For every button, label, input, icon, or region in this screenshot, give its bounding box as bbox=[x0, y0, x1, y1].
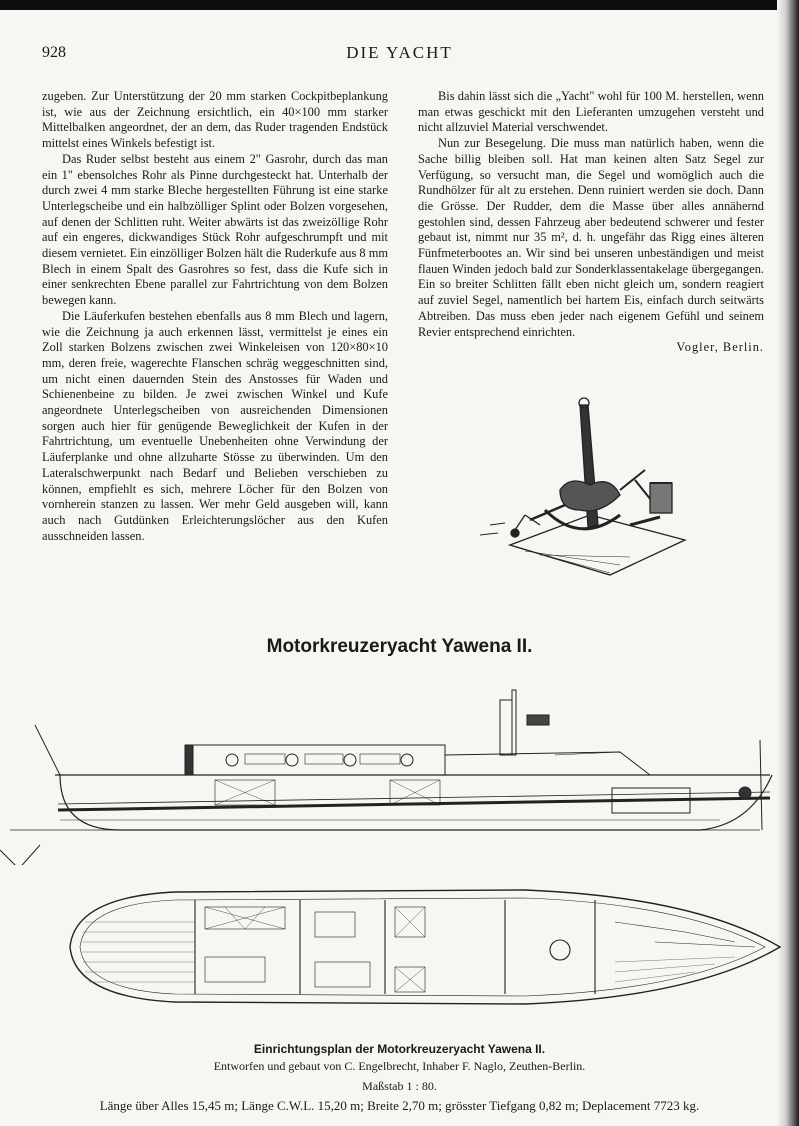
figure-caption-designer: Entworfen und gebaut von C. Engelbrecht, Inhaber F. Naglo, Zeuthen-Berlin. bbox=[213, 1059, 586, 1073]
author-signature bbox=[418, 340, 764, 356]
paragraph: zugeben. Zur Unterstützung der 20 mm starken Cockpitbeplankung ist, wie aus der Zeichnung ersichtlich, ein 40×100 mm starker Mittelbalken angeordnet, der an dem, das Ruder tragenden Endstück mittelst eines Winkels befestigt ist. bbox=[42, 89, 388, 151]
scan-top-border bbox=[0, 0, 799, 10]
anchor-illustration bbox=[470, 395, 700, 580]
page-number: 928 bbox=[42, 44, 66, 61]
paragraph: Das Ruder selbst besteht aus einem 2" Gasrohr, durch das man ein 1" ebensolches Rohr als Pinne durchgesteckt hat. Unterhalb der durch zwei 4 mm starke Bleche hergestellten Führung ist eine starke Unterlegscheibe und ein halbzölliger Splint oder Bolzen vorgesehen, auf denen der Schlitten ruht. Weiter abwärts ist das zweizöllige Rohr auf ein engeres, dickwandiges Stück Rohr aufgeschrumpft und mit diesem vernietet. Ein einzölliger Bolzen hält die Ruderkufe aus 8 mm Blech in einem Spalt des Gasrohres so fest, dass die Kufe sich in einer senkrechten Ebene parallel zur Fahrtrichtung von dem Bolzen bewegen kann. bbox=[42, 151, 388, 308]
running-head: DIE YACHT bbox=[346, 43, 453, 62]
paragraph: Bis dahin lässt sich die „Yacht" wohl für 100 M. herstellen, wenn man etwas geschickt mit den Lieferanten umzugehen versteht und nicht allzuviel Material verschwendet. bbox=[418, 89, 764, 135]
figure-caption-scale: Maßstab 1 : 80. bbox=[362, 1079, 437, 1093]
left-text-column bbox=[42, 89, 388, 544]
yacht-plan-drawing bbox=[55, 882, 790, 1012]
right-text-column bbox=[418, 89, 764, 356]
author-name: Vogler, Berlin. bbox=[676, 340, 764, 355]
yacht-profile-drawing bbox=[0, 680, 790, 865]
paragraph: Nun zur Besegelung. Die muss man natürlich haben, wenn die Sache billig bleiben soll. Hat man keinen alten Satz Segel zur Verfügung, so versucht man, die Segel und womöglich auch die Rundhölzer für alt zu erstehen. Denn ruiniert werden sie doch. Dann die Grösse. Der Rudder, dem die Masse über alles annähernd gestohlen sind, dessen Fahrzeug aber bedeutend schwerer und fester gebaut ist, nimmt nur 35 m², d. h. ungefähr das Rigg eines älteren Fünfmeterbootes an. Wir sind bei unseren unbeständigen und meist flauen Winden jedoch bald zur Sonderklassentakelage übergegangen. Ein so breiter Schlitten fällt eben nicht gleich um, sondern reagiert auf zuviel Segel, namentlich bei hartem Eis, einfach durch seitwärts Abtreiben. Das muss eben jeder nach eigenem Gefühl und seinem Revier entsprechend einrichten. bbox=[418, 136, 764, 339]
figure-caption-title: Einrichtungsplan der Motorkreuzeryacht Yawena II. bbox=[253, 1042, 546, 1056]
section-title: Motorkreuzeryacht Yawena II. bbox=[266, 636, 533, 657]
paragraph: Die Läuferkufen bestehen ebenfalls aus 8 mm Blech und lagern, wie die Zeichnung ja auch erkennen lässt, vermittelst je eines ein Zoll starken Bolzens zwischen zwei Winkeleisen von 120×80×10 mm, deren freie, wagerechte Flanschen schräg weggeschnitten sind, um nicht einen dauernden Stein des Anstosses für Waden und Schienenbeine zu bilden. Je zwei zwischen Winkel und Kufe angeordnete Unterlegscheiben von ausreichenden Dimensionen sorgen auch hier für genügende Beweglichkeit der Kufen in der Fahrtrichtung, um eventuelle Unebenheiten ohne Verwindung der Läuferplanke und ohne allzuharte Stösse zu überwinden. Um den Lateralschwerpunkt nach Bedarf und Belieben verschieben zu können, empfiehlt es sich, mehrere Löcher für den Bolzen von vornherein stanzen zu lassen. Wer mehr Geld ausgeben will, kann auch nach Gutdünken Erleichterungslöcher aus den Kufen ausschneiden lassen. bbox=[42, 308, 388, 543]
figure-caption-dimensions: Länge über Alles 15,45 m; Länge C.W.L. 15,20 m; Breite 2,70 m; grösster Tiefgang 0,82 m; Deplacement 7723 kg. bbox=[99, 1098, 700, 1113]
